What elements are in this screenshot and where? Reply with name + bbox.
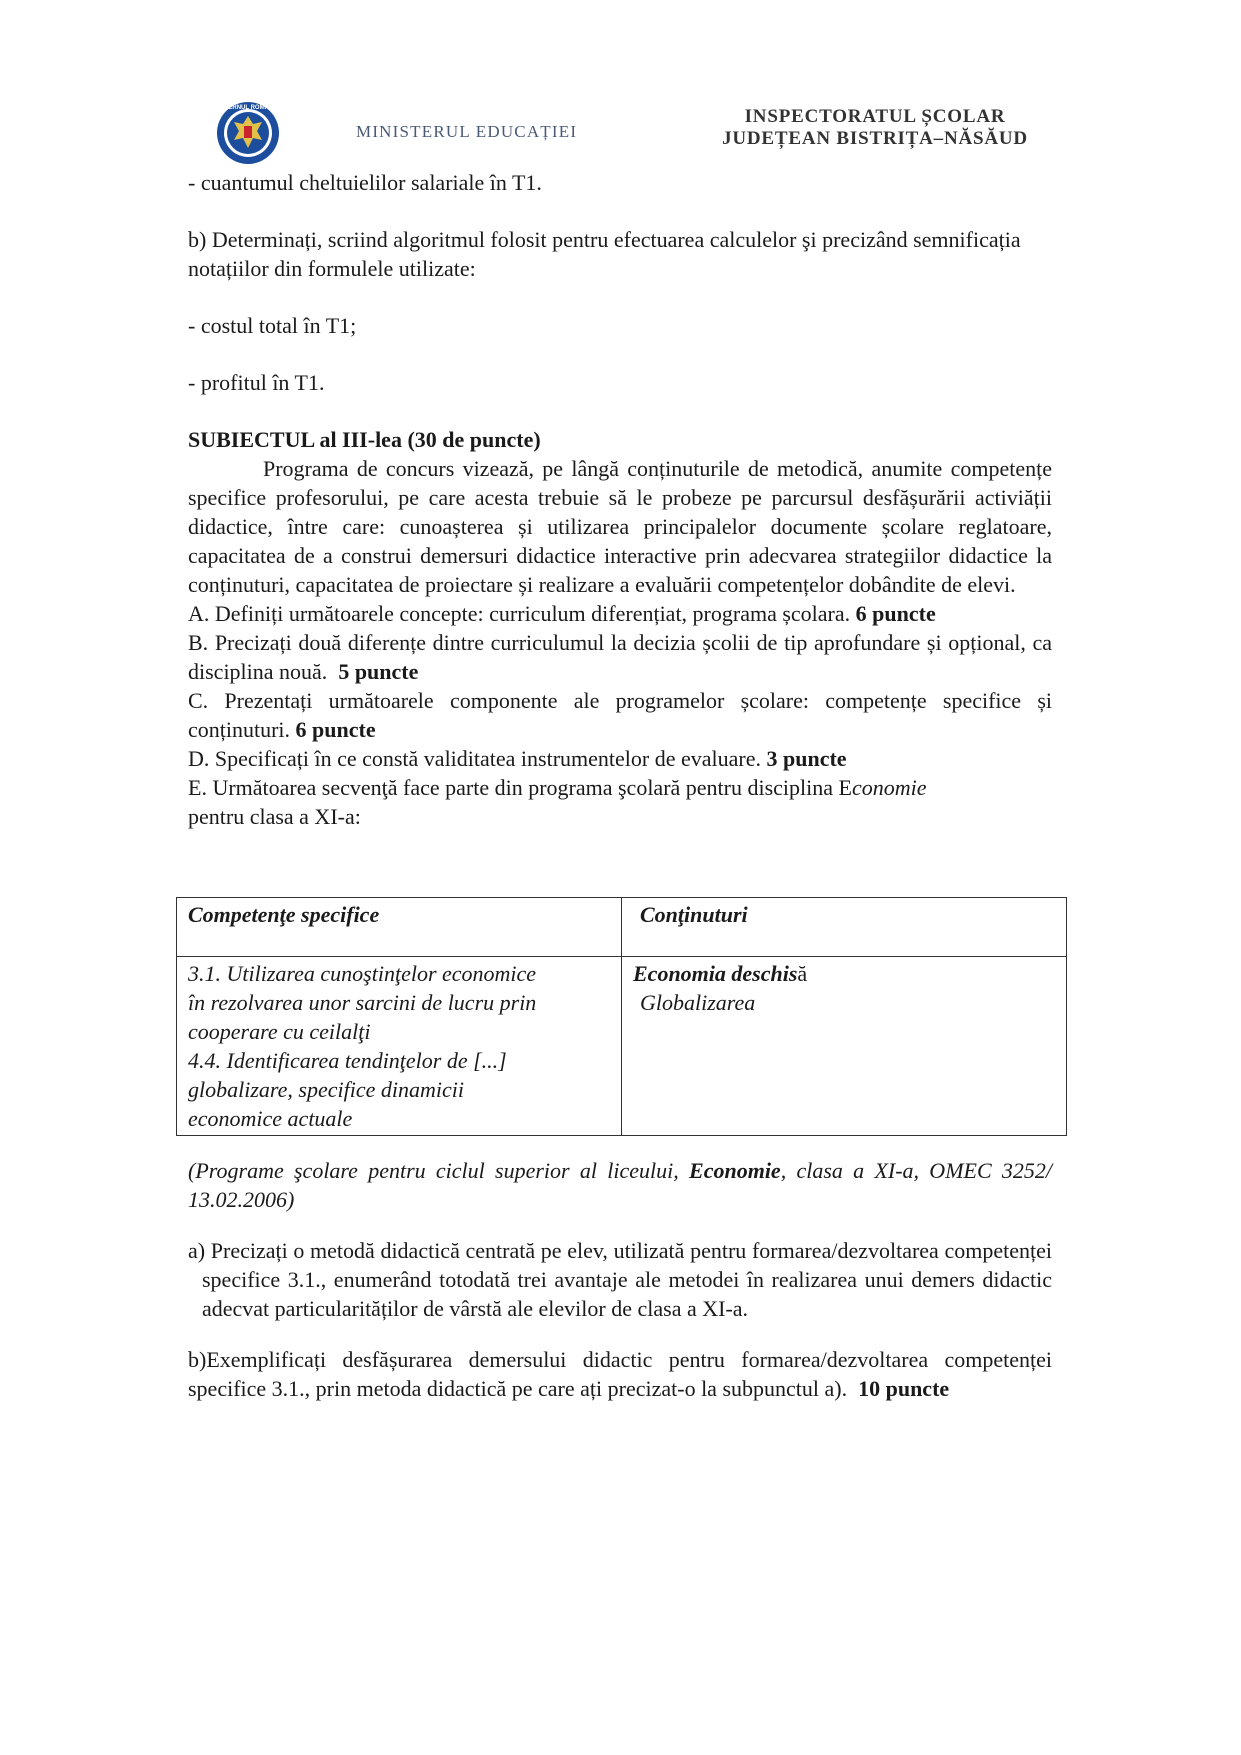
table-cell-contents: [622, 957, 1067, 1136]
task-b-text: b)Exemplificați desfășurarea demersului didactic pentru formarea/dezvoltarea competenței specifice 3.1., prin metoda didactică pe care ați precizat-o la subpunctul a).: [188, 1347, 1052, 1401]
question-d: [188, 744, 1052, 773]
document-body: [188, 168, 1052, 831]
question-b-text: B. Precizați două diferențe dintre curriculumul la decizia școlii de tip aprofundare și opțional, ca disciplina nouă.: [188, 630, 1052, 684]
content-subitem: Globalizarea: [640, 990, 756, 1015]
subject-3-intro: Programa de concurs vizează, pe lângă conținuturile de metodică, anumite competențe specifice profesorului, pe care acesta trebuie să le probeze pe parcursul desfășurării activiății didactice, între care: cunoașterea și utilizarea principalelor documente școlare reglatoare, capacitatea de a construi demersuri didactice interactive prin adecvarea strategiilor didactice la conținuturi, capacitatea de proiectare și realizare a evaluării competențelor dobândite de elevi.: [188, 456, 1052, 597]
ministry-name: MINISTERUL EDUCAȚIEI: [356, 122, 578, 141]
table-header-cell: [622, 898, 1067, 957]
question-b-points: 5 puncte: [338, 659, 419, 684]
content-item: [633, 988, 1055, 1017]
table-header-row: [177, 898, 1067, 957]
task-a: a) Precizați o metodă didactică centrată pe elev, utilizată pentru formarea/dezvoltarea competenței specifice 3.1., enumerând totodată trei avantaje ale metodei în realizarea unui demers didactic adecvat particularităților de vârstă ale elevilor de clasa a XI-a.: [188, 1238, 1052, 1321]
col-header-contents: Conţinuturi: [640, 902, 748, 927]
part-a-tail: - cuantumul cheltuielilor salariale în T1.: [188, 170, 542, 195]
romanian-government-seal-icon: [206, 100, 290, 166]
citation-bold: Economie: [689, 1158, 781, 1183]
competency-line: 3.1. Utilizarea cunoştinţelor economice: [188, 961, 537, 986]
content-title-tail: ă: [797, 961, 808, 986]
competencies-table: [176, 897, 1067, 1136]
task-b: [188, 1345, 1052, 1403]
part-b-item-2: - profitul în T1.: [188, 370, 325, 395]
part-b-item-1: - costul total în T1;: [188, 313, 357, 338]
question-c: [188, 686, 1052, 744]
question-a-points: 6 puncte: [855, 601, 936, 626]
question-b: [188, 628, 1052, 686]
question-d-text: D. Specificați în ce constă validitatea instrumentelor de evaluare.: [188, 746, 761, 771]
subject-3-title-text: SUBIECTUL al III-lea (30 de puncte): [188, 427, 541, 452]
content-item: [633, 959, 1055, 988]
inspectorate-line-1: INSPECTORATUL ȘCOLAR: [744, 106, 1006, 127]
table-cell-competencies: [177, 957, 622, 1136]
question-c-points: 6 puncte: [295, 717, 376, 742]
citation-and-tasks: [188, 1134, 1052, 1425]
subject-3-title: [188, 425, 1052, 454]
col-header-competencies: Competenţe specifice: [188, 902, 380, 927]
question-d-points: 3 puncte: [766, 746, 847, 771]
question-c-text: C. Prezentați următoarele componente ale programelor școlare: competențe specifice și conținuturi.: [188, 688, 1052, 742]
seal-text: GUVERNUL ROMÂNIEI: [215, 105, 281, 111]
page-header: [0, 0, 1241, 180]
table-row: [177, 957, 1067, 1136]
government-seal: [206, 100, 290, 171]
inspectorate-name: [700, 106, 1050, 150]
competency-line: economice actuale: [188, 1106, 353, 1131]
question-e: [188, 773, 1052, 831]
question-e-text: E. Următoarea secvenţă face parte din programa şcolară pentru disciplina E: [188, 775, 852, 800]
citation-pre: (Programe şcolare pentru ciclul superior al liceului,: [188, 1158, 679, 1183]
competency-line: în rezolvarea unor sarcini de lucru prin: [188, 990, 537, 1015]
inspectorate-line-2: JUDEȚEAN BISTRIȚA–NĂSĂUD: [722, 128, 1028, 149]
question-a: [188, 599, 1052, 628]
citation-post: , clasa a XI-a, OMEC 3252/ 13.02.2006): [188, 1158, 1053, 1212]
content-title: Economia deschis: [633, 961, 798, 986]
question-e-italic: conomie: [851, 775, 927, 800]
citation: [188, 1156, 1052, 1214]
question-a-text: A. Definiți următoarele concepte: curriculum diferențiat, programa școlara.: [188, 601, 851, 626]
question-e-tail: pentru clasa a XI-a:: [188, 804, 361, 829]
part-b-intro: b) Determinați, scriind algoritmul folosit pentru efectuarea calculelor şi precizând semnificația notațiilor din formulele utilizate:: [188, 227, 1021, 281]
table-header-cell: [177, 898, 622, 957]
competency-line: 4.4. Identificarea tendinţelor de [...]: [188, 1048, 507, 1073]
task-b-points: 10 puncte: [858, 1376, 950, 1401]
competency-line: globalizare, specifice dinamicii: [188, 1077, 464, 1102]
competency-line: cooperare cu ceilalţi: [188, 1019, 371, 1044]
